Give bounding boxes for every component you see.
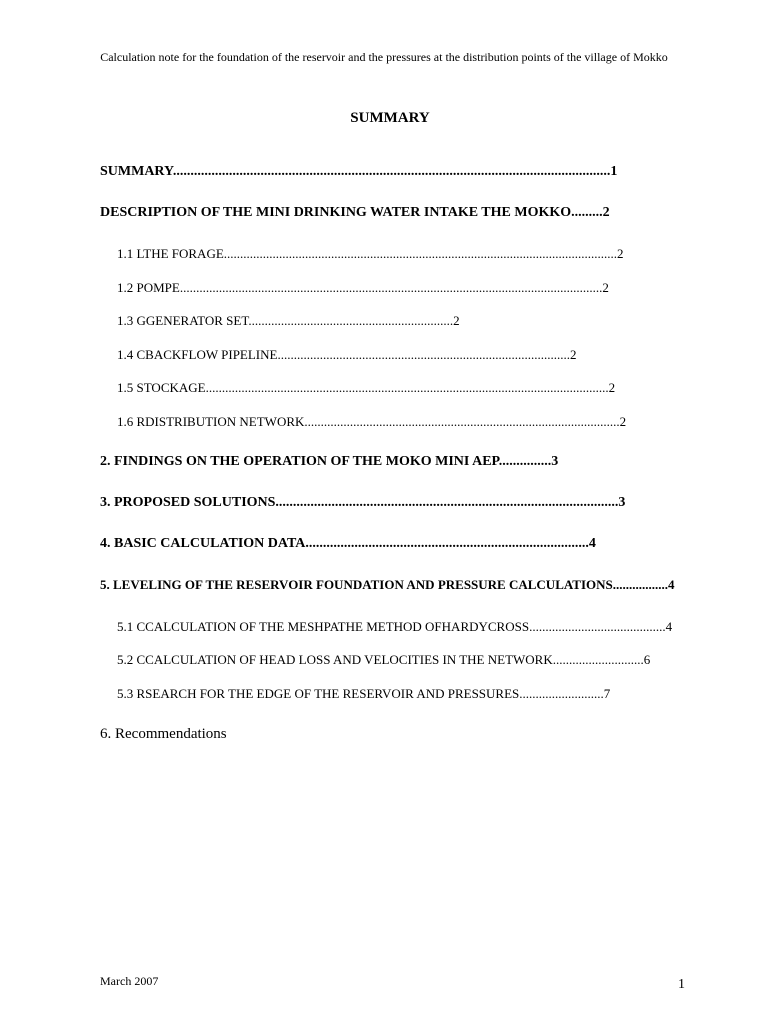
document-header: Calculation note for the foundation of the reservoir and the pressures at the distribution points of the village of Mokko: [100, 50, 668, 64]
footer-page-number: 1: [678, 977, 685, 992]
toc-entry-1-3[interactable]: 1.3 GGENERATOR SET...............................................................2: [117, 313, 460, 328]
toc-entry-5-2[interactable]: 5.2 CCALCULATION OF HEAD LOSS AND VELOCITIES IN THE NETWORK............................6: [117, 652, 651, 667]
toc-entry-1-2[interactable]: 1.2 POMPE..................................................................................................................................2: [117, 280, 609, 295]
toc-entry-1-1[interactable]: 1.1 LTHE FORAGE.........................................................................................................................2: [117, 246, 624, 261]
footer-date: March 2007: [100, 974, 159, 988]
toc-entry-1-6[interactable]: 1.6 RDISTRIBUTION NETWORK.................................................................................................2: [117, 414, 627, 429]
toc-entry-section-2[interactable]: 2. FINDINGS ON THE OPERATION OF THE MOKO MINI AEP...............3: [100, 454, 559, 469]
toc-entry-summary[interactable]: SUMMARY.............................................................................................................................1: [100, 164, 618, 179]
toc-entry-section-6[interactable]: 6. Recommendations: [100, 726, 227, 742]
toc-entry-section-5[interactable]: 5. LEVELING OF THE RESERVOIR FOUNDATION AND PRESSURE CALCULATIONS.................4: [100, 577, 675, 592]
toc-entry-section-1[interactable]: DESCRIPTION OF THE MINI DRINKING WATER INTAKE THE MOKKO.........2: [100, 205, 610, 220]
toc-entry-section-4[interactable]: 4. BASIC CALCULATION DATA.................................................................................4: [100, 536, 596, 551]
page-title: SUMMARY: [350, 110, 430, 126]
toc-entry-section-3[interactable]: 3. PROPOSED SOLUTIONS..................................................................................................3: [100, 495, 626, 510]
toc-entry-5-3[interactable]: 5.3 RSEARCH FOR THE EDGE OF THE RESERVOIR AND PRESSURES..........................7: [117, 686, 611, 701]
toc-entry-1-5[interactable]: 1.5 STOCKAGE............................................................................................................................2: [117, 380, 616, 395]
toc-entry-5-1[interactable]: 5.1 CCALCULATION OF THE MESHPATHE METHOD OFHARDYCROSS..........................................4: [117, 619, 673, 634]
toc-entry-1-4[interactable]: 1.4 CBACKFLOW PIPELINE..........................................................................................2: [117, 347, 577, 362]
